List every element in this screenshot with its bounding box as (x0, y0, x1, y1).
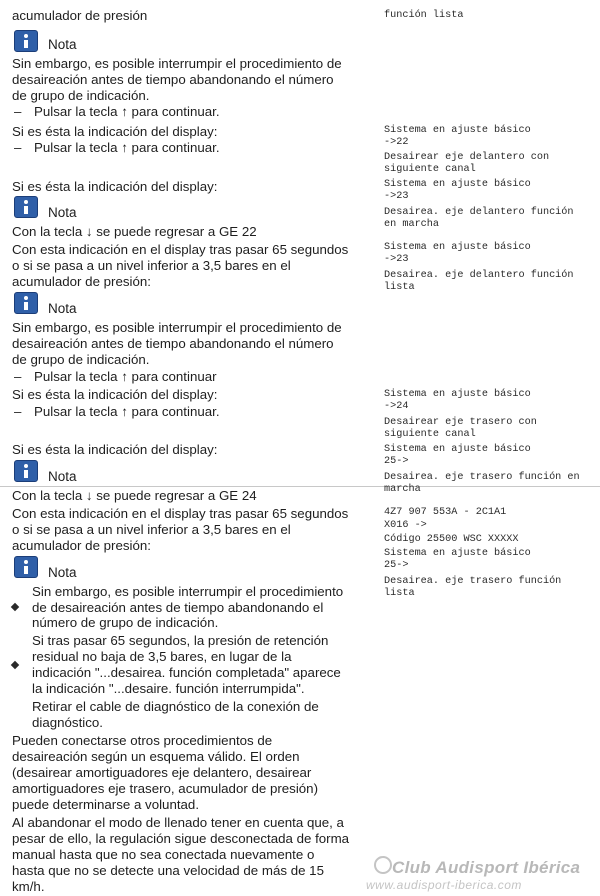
display-line: siguiente canal (384, 164, 476, 175)
dash-marker: – (14, 369, 22, 384)
text-line: Sin embargo, es posible interrumpir el procedimiento de (12, 56, 342, 71)
note-heading: Nota (48, 301, 77, 316)
display-line: Desairear eje delantero con (384, 152, 550, 163)
text-line: desaireación según un esquema válido. El orden (12, 749, 300, 764)
text-line: Si es ésta la indicación del display: (12, 124, 218, 139)
note-heading: Nota (48, 565, 77, 580)
text-line: o si se pasa a un nivel inferior a 3,5 bares en el (12, 522, 291, 537)
display-line: ->23 (384, 191, 409, 202)
info-icon (14, 196, 38, 218)
bullet-text: Retirar el cable de diagnóstico de la conexión de (32, 699, 319, 714)
diamond-bullet-icon (11, 603, 19, 611)
display-line: Código 25500 WSC XXXXX (384, 534, 519, 545)
info-icon (14, 30, 38, 52)
display-line: 4Z7 907 553A - 2C1A1 (384, 507, 507, 518)
watermark-url: www.audisport-iberica.com (366, 878, 522, 892)
text-line: desaireación antes de tiempo abandonando el número (12, 72, 334, 87)
text-line: Pulsar la tecla ↑ para continuar. (34, 404, 220, 419)
bullet-text: Si tras pasar 65 segundos, la presión de retención (32, 633, 329, 648)
text-line: Con la tecla ↓ se puede regresar a GE 24 (12, 488, 257, 503)
info-icon (14, 556, 38, 578)
text-line: acumulador de presión (12, 8, 148, 23)
watermark-brand: Club Audisport Ibérica (392, 858, 581, 877)
display-line: X016 -> (384, 520, 427, 531)
display-line: 25-> (384, 560, 409, 571)
text-line: acumulador de presión: (12, 274, 151, 289)
display-line: ->22 (384, 137, 409, 148)
display-line: Sistema en ajuste básico (384, 125, 531, 136)
text-line: hasta que no se detecte una velocidad de más de 15 (12, 863, 324, 878)
text-line: Pulsar la tecla ↑ para continuar. (34, 140, 220, 155)
display-line: Desairea. eje trasero función en (384, 472, 580, 483)
display-line: siguiente canal (384, 429, 476, 440)
bullet-text: de desaireación antes de tiempo abandonando el (32, 600, 324, 615)
bullet-text: residual no baja de 3,5 bares, en lugar de la (32, 649, 292, 664)
text-line: Con esta indicación en el display tras pasar 65 segundos (12, 242, 349, 257)
text-line: Pulsar la tecla ↑ para continuar. (34, 104, 220, 119)
club-logo-icon (374, 856, 392, 874)
display-line: lista (384, 588, 415, 599)
display-line: 25-> (384, 456, 409, 467)
note-heading: Nota (48, 205, 77, 220)
display-line: marcha (384, 484, 421, 495)
bullet-text: indicación "...desairea. función completada" aparece (32, 665, 341, 680)
text-line: acumulador de presión: (12, 538, 151, 553)
text-line: Si es ésta la indicación del display: (12, 442, 218, 457)
text-line: desaireación antes de tiempo abandonando el número (12, 336, 334, 351)
bullet-text: número de grupo de indicación. (32, 615, 219, 630)
display-line: Sistema en ajuste básico (384, 179, 531, 190)
display-line: función lista (384, 10, 464, 21)
text-line: Si es ésta la indicación del display: (12, 179, 218, 194)
dash-marker: – (14, 140, 22, 155)
paper-crease (0, 486, 600, 487)
text-line: Sin embargo, es posible interrumpir el procedimiento de (12, 320, 342, 335)
display-line: Sistema en ajuste básico (384, 444, 531, 455)
display-line: Desairea. eje delantero función (384, 207, 574, 218)
text-line: manual hasta que no sea conectada nuevamente o (12, 847, 315, 862)
dash-marker: – (14, 104, 22, 119)
bullet-text: diagnóstico. (32, 715, 103, 730)
display-line: Sistema en ajuste básico (384, 242, 531, 253)
text-line: Si es ésta la indicación del display: (12, 387, 218, 402)
display-line: ->24 (384, 401, 409, 412)
note-heading: Nota (48, 469, 77, 484)
text-line: de grupo de indicación. (12, 88, 150, 103)
text-line: (desairear amortiguadores eje delantero, desairear (12, 765, 312, 780)
text-line: de grupo de indicación. (12, 352, 150, 367)
display-line: Desairea. eje trasero función (384, 576, 562, 587)
display-line: Desairea. eje delantero función (384, 270, 574, 281)
text-line: Pulsar la tecla ↑ para continuar (34, 369, 217, 384)
diamond-bullet-icon (11, 661, 19, 669)
bullet-text: la indicación "...desaire. función interrumpida". (32, 681, 305, 696)
text-line: o si se pasa a un nivel inferior a 3,5 bares en el (12, 258, 291, 273)
text-line: puede determinarse a voluntad. (12, 797, 200, 812)
text-line: km/h. (12, 879, 45, 894)
text-line: amortiguadores eje trasero, acumulador de presión) (12, 781, 318, 796)
display-line: lista (384, 282, 415, 293)
display-line: ->23 (384, 254, 409, 265)
dash-marker: – (14, 404, 22, 419)
display-line: Desairear eje trasero con (384, 417, 537, 428)
text-line: Con la tecla ↓ se puede regresar a GE 22 (12, 224, 257, 239)
info-icon (14, 460, 38, 482)
display-line: Sistema en ajuste básico (384, 389, 531, 400)
text-line: Al abandonar el modo de llenado tener en cuenta que, a (12, 815, 344, 830)
text-line: pesar de ello, la regulación sigue desconectada de forma (12, 831, 350, 846)
text-line: Pueden conectarse otros procedimientos de (12, 733, 273, 748)
info-icon (14, 292, 38, 314)
display-line: Sistema en ajuste básico (384, 548, 531, 559)
display-line: en marcha (384, 219, 440, 230)
note-heading: Nota (48, 37, 77, 52)
bullet-text: Sin embargo, es posible interrumpir el procedimiento (32, 584, 344, 599)
text-line: Con esta indicación en el display tras pasar 65 segundos (12, 506, 349, 521)
